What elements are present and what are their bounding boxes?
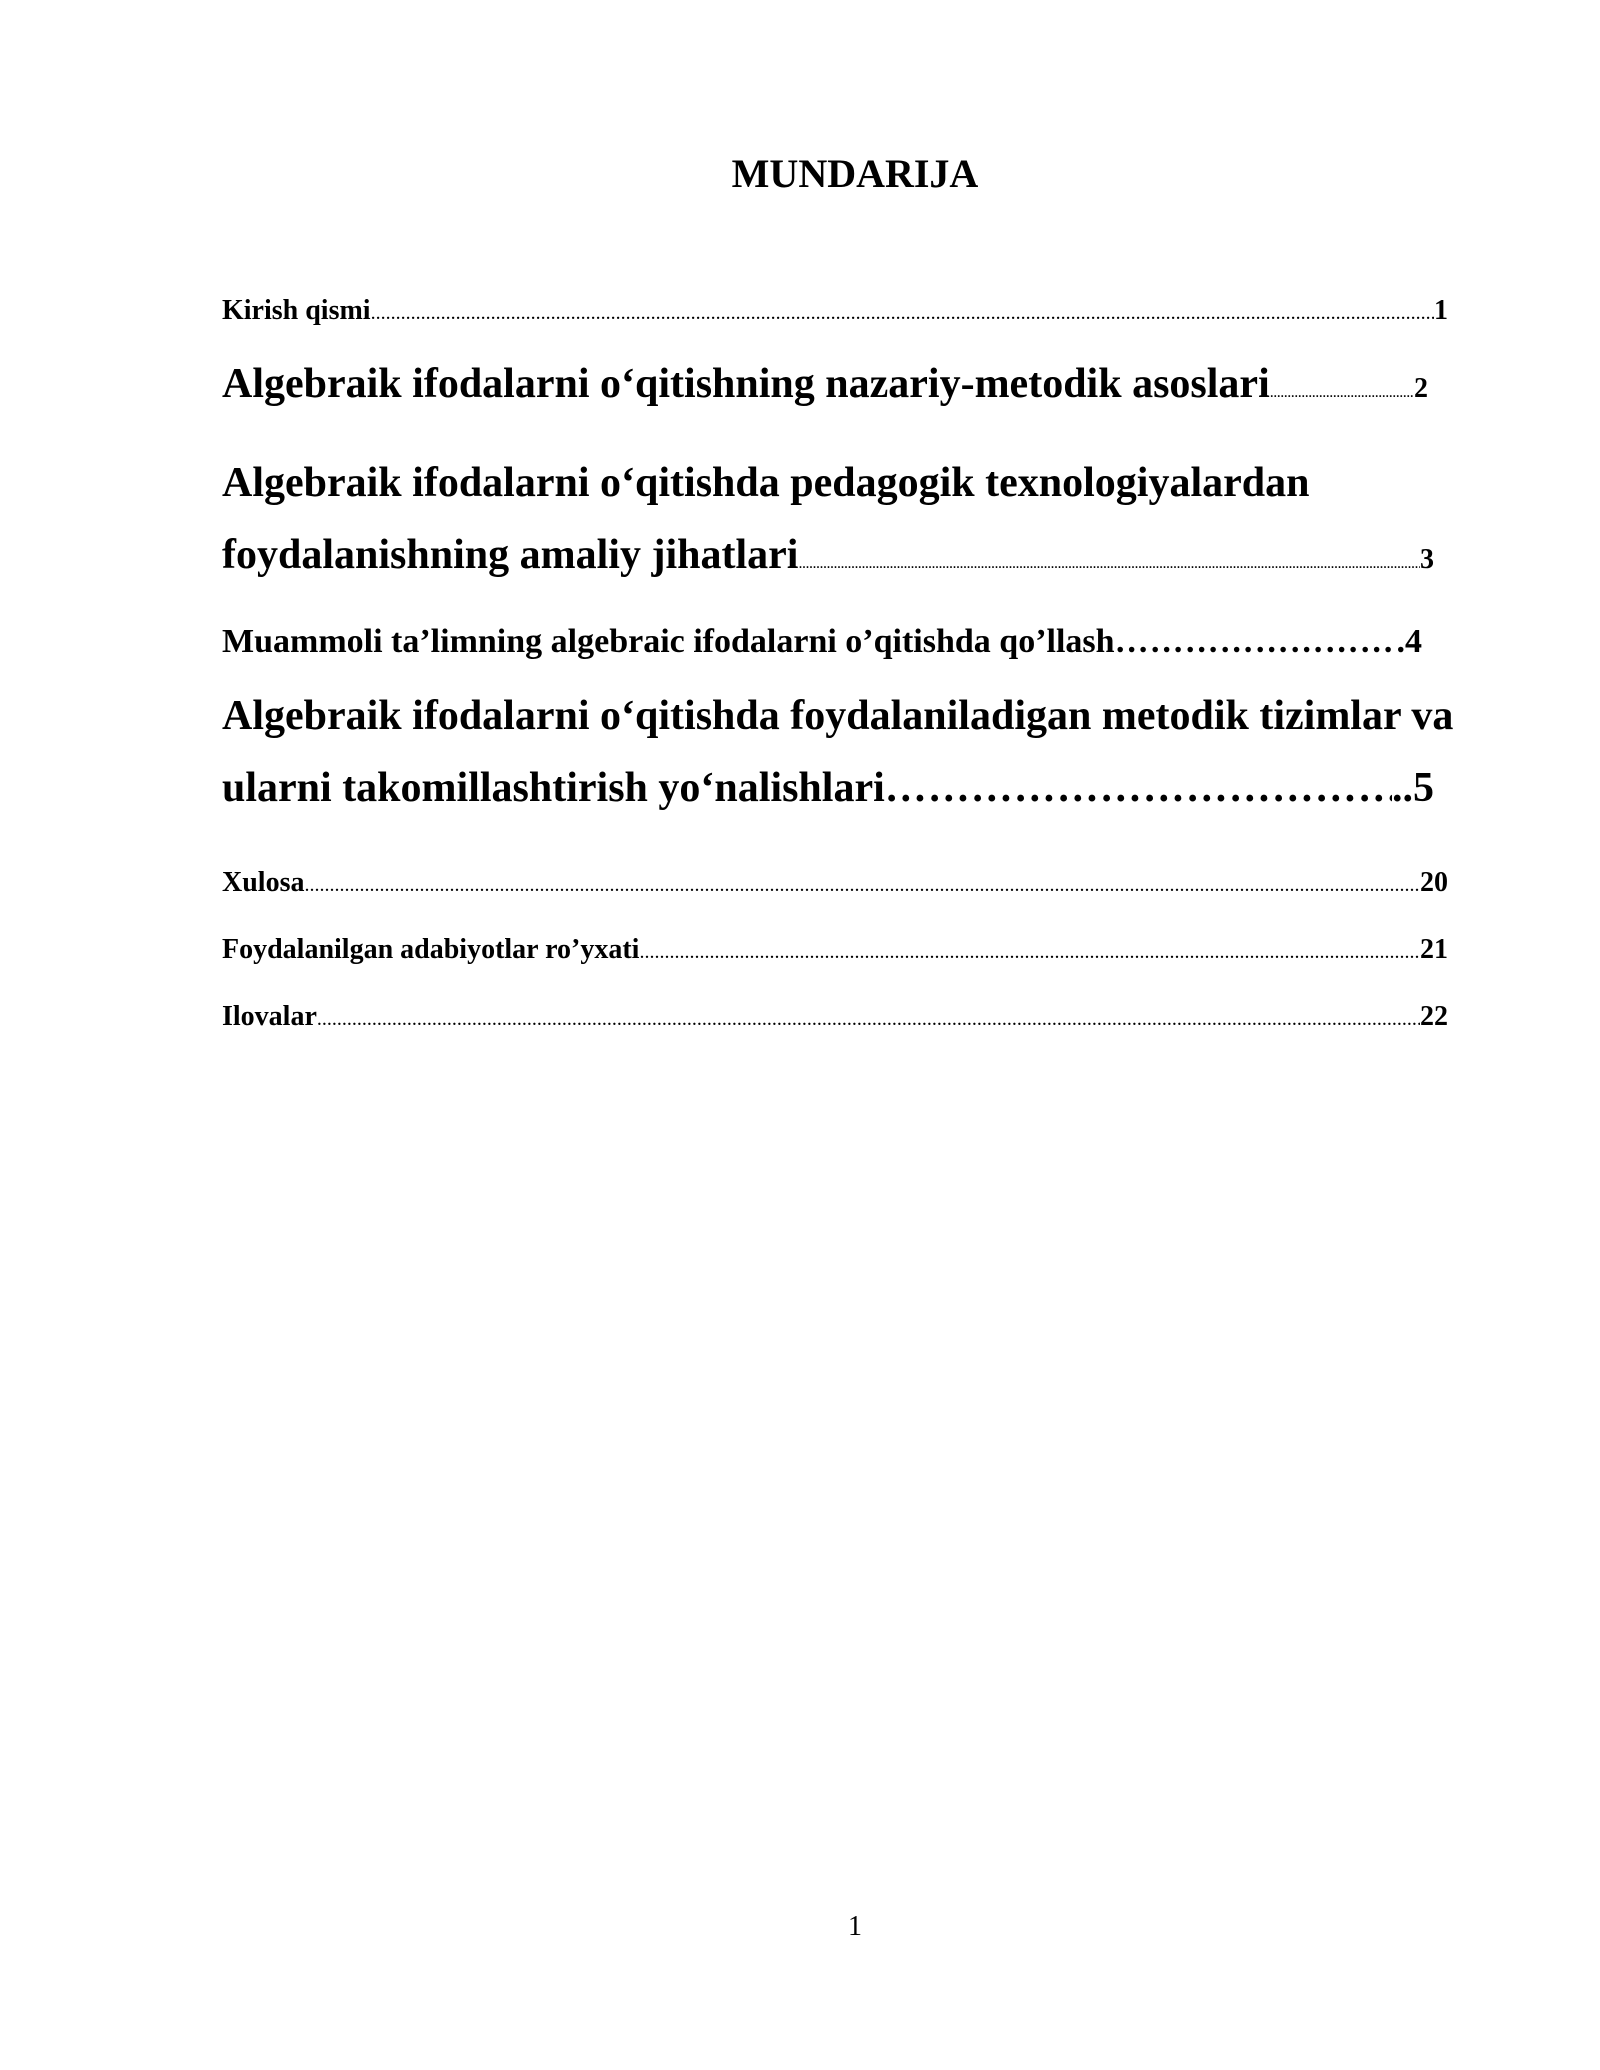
toc-entry-label: Kirish qismi xyxy=(222,295,371,326)
toc-entry-label: ularni takomillashtirish yo‘nalishlari xyxy=(222,765,885,811)
dot-leader xyxy=(317,1002,1420,1036)
dot-leader xyxy=(639,935,1420,969)
toc-entry-pedagogical-technologies[interactable] xyxy=(222,447,1434,600)
dot-leader xyxy=(371,296,1434,330)
toc-page-number: 21 xyxy=(1420,934,1448,965)
toc-page-number: 3 xyxy=(1420,544,1434,575)
dot-leader xyxy=(798,528,1420,600)
toc-entry-label: Algebraik ifodalarni o‘qitishning nazariy-metodik asoslari xyxy=(222,361,1270,407)
dot-leader xyxy=(1270,357,1414,429)
toc-entry-problem-based-learning[interactable] xyxy=(222,622,1422,662)
toc-entry-label: Ilovalar xyxy=(222,1001,317,1032)
toc-entry-label-line1: Algebraik ifodalarni o‘qitishda pedagogik texnologiyalardan xyxy=(222,460,1310,506)
toc-entry-references[interactable] xyxy=(222,933,1448,969)
toc-entry-label: Xulosa xyxy=(222,867,305,898)
page-title: MUNDARIJA xyxy=(731,151,979,196)
toc-entry-appendices[interactable] xyxy=(222,1000,1448,1036)
dot-leader xyxy=(885,752,1392,824)
toc-entry-label: Muammoli ta’limning algebraic ifodalarni o’qitishda qo’llash xyxy=(222,623,1115,660)
toc-entry-label-line1: Algebraik ifodalarni o‘qitishda foydalaniladigan metodik tizimlar va xyxy=(222,693,1454,739)
toc-page-number: .4 xyxy=(1396,623,1422,660)
page-number: 1 xyxy=(848,1911,862,1942)
toc-page-number: 22 xyxy=(1420,1001,1448,1032)
toc-page-number: 20 xyxy=(1420,867,1448,898)
toc-entry-conclusion[interactable] xyxy=(222,866,1448,902)
dot-leader xyxy=(1115,622,1397,662)
toc-entry-label: Foydalanilgan adabiyotlar ro’yxati xyxy=(222,934,640,965)
toc-entry-label: foydalanishning amaliy jihatlari xyxy=(222,532,799,578)
toc-page-number: 2 xyxy=(1414,373,1428,404)
dot-leader xyxy=(304,868,1420,902)
toc-page-number: 1 xyxy=(1434,295,1448,326)
toc-entry-introduction[interactable] xyxy=(222,294,1448,330)
toc-entry-methodical-systems[interactable] xyxy=(222,680,1454,824)
toc-entry-theoretical-foundations[interactable] xyxy=(222,348,1428,429)
toc-page-number: ..5 xyxy=(1392,765,1434,811)
